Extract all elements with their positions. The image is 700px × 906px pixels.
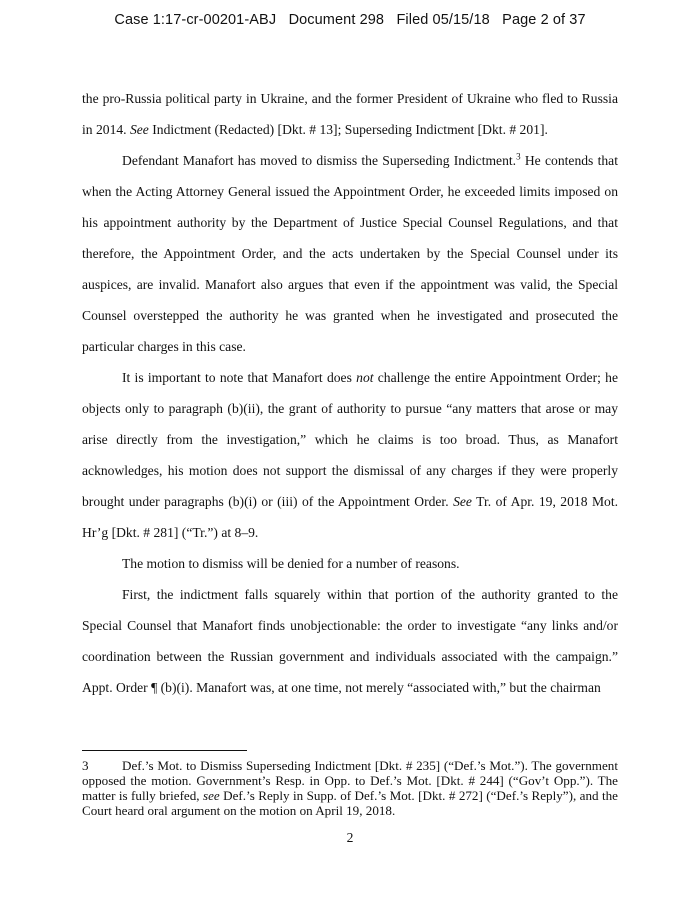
document-number: Document 298 [288,12,385,28]
paragraph: First, the indictment falls squarely within that portion of the authority granted to the Special Counsel that Manafort finds unobjectionable: the order to investigate “any links and/or coordination between the Russian government and individuals associated with the campaign.” Appt. Order ¶ (b)(i). Manafort was, at one time, not merely “associated with,” but the chairman [82,587,618,695]
paragraph: the pro-Russia political party in Ukraine, and the former President of Ukraine who fled to Russia in 2014. See Indictment (Redacted) [Dkt. # 13]; Superseding Indictment [Dkt. # 201]. [82,91,618,137]
body-text [82,83,618,703]
page-count: Page 2 of 37 [502,12,586,28]
paragraph: It is important to note that Manafort does not challenge the entire Appointment Order; he objects only to paragraph (b)(ii), the grant of authority to pursue “any matters that arose or may arise directly from the investigation,” which he claims is too broad. Thus, as Manafort acknowledges, his motion does not support the dismissal of any charges if they were properly brought under paragraphs (b)(i) or (iii) of the Appointment Order. See Tr. of Apr. 19, 2018 Mot. Hr’g [Dkt. # 281] (“Tr.”) at 8–9. [82,370,619,540]
filed-date: Filed 05/15/18 [396,12,490,28]
paragraph: The motion to dismiss will be denied for a number of reasons. [122,556,460,571]
page-number: 2 [346,830,354,845]
ecf-header [0,12,700,28]
footnote-reference: 3 [516,151,521,162]
case-number: Case 1:17-cr-00201-ABJ [114,12,277,28]
footnote-number: 3 [82,758,89,773]
paragraph: Defendant Manafort has moved to dismiss the Superseding Indictment.$^3$ He contends that when the Acting Attorney General issued the Appointment Order, he exceeded limits imposed on his appointment authority by the Department of Justice Special Counsel Regulations, and that therefore, the Appointment Order, and the acts undertaken by the Special Counsel under its auspices, are invalid. Manafort also argues that even if the appointment was valid, the Special Counsel overstepped the authority he was granted when he investigated and prosecuted the particular charges in this case. [82,151,618,354]
footnote: 3 Def.’s Mot. to Dismiss Superseding Indictment [Dkt. # 235] (“Def.’s Mot.”). The government opposed the motion. Government’s Resp. in Opp. to Def.’s Mot. [Dkt. # 244] (“Gov’t Opp.”). The matter is fully briefed, see Def.’s Reply in Supp. of Def.’s Mot. [Dkt. # 272] (“Def.’s Reply”), and the Court heard oral argument on the motion on April 19, 2018. [82,758,618,818]
footnote-separator [82,750,247,751]
